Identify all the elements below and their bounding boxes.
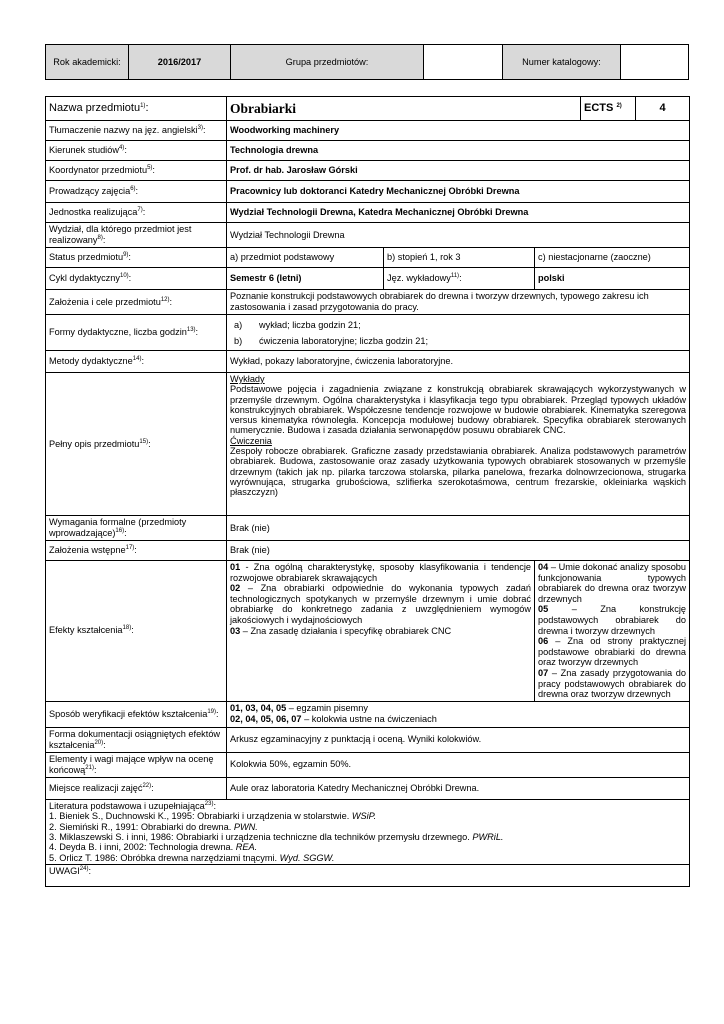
verification-line-2: 02, 04, 05, 06, 07 – kolokwia ustne na ćwiczeniach — [230, 714, 437, 725]
verification-value — [227, 701, 690, 727]
coordinator-label: Koordynator przedmiotu$^{5)}$: — [46, 161, 227, 181]
methods-value: Wykład, pokazy laboratoryjne, ćwiczenia laboratoryjne. — [227, 351, 690, 373]
outcomes-label: Efekty kształcenia$^{18)}$: — [46, 561, 227, 702]
translation-label: Tłumaczenie nazwy na jęz. angielski$^{3)}$: — [46, 121, 227, 141]
outcome-item: 03 – Zna zasadę działania i specyfikę obrabiarek CNC — [230, 625, 452, 636]
row-literature — [46, 799, 690, 864]
forms-item-a: a) wykład; liczba godzin 21; — [234, 320, 361, 330]
group-label: Grupa przedmiotów: — [231, 45, 424, 80]
lecturers-value: Pracownicy lub doktoranci Katedry Mechanicznej Obróbki Drewna — [227, 181, 690, 203]
year-value: 2016/2017 — [129, 45, 231, 80]
coordinator-value: Prof. dr hab. Jarosław Górski — [227, 161, 690, 181]
row-prereq — [46, 541, 690, 561]
language-value: polski — [535, 268, 690, 290]
year-label: Rok akademicki: — [46, 45, 129, 80]
name-label: Nazwa przedmiotu$^{1)}$: — [46, 97, 227, 121]
field-label: Kierunek studiów$^{4)}$: — [46, 141, 227, 161]
field-value: Technologia drewna — [227, 141, 690, 161]
description-value — [227, 373, 690, 516]
literature-heading: Literatura podstawowa i uzupełniająca$^{23)}$: — [49, 800, 217, 811]
row-methods — [46, 351, 690, 373]
course-title: Obrabiarki — [227, 97, 581, 121]
row-description — [46, 373, 690, 516]
notes-cell: UWAGI$^{24)}$: — [46, 865, 690, 887]
docs-label: Forma dokumentacji osiągniętych efektów kształcenia$^{20)}$: — [46, 727, 227, 752]
methods-label: Metody dydaktyczne$^{14)}$: — [46, 351, 227, 373]
goals-value: Poznanie konstrukcji podstawowych obrabiarek do drewna i tworzyw drzewnych, typowego zakresu ich zastosowania i zasad przygotowania do pracy. — [227, 290, 690, 315]
goals-label: Założenia i cele przedmiotu$^{12)}$: — [46, 290, 227, 315]
verification-line-1: 01, 03, 04, 05 – egzamin pisemny — [230, 703, 368, 714]
faculty-value: Wydział Technologii Drewna — [227, 223, 690, 248]
outcomes-left — [227, 561, 535, 702]
literature-item: 5. Orlicz T. 1986: Obróbka drewna narzędziami tnącymi. Wyd. SGGW. — [49, 852, 335, 863]
description-lecture-heading: Wykłady — [230, 374, 265, 384]
unit-value: Wydział Technologii Drewna, Katedra Mechanicznej Obróbki Drewna — [227, 203, 690, 223]
literature-item: 4. Deyda B. i inni, 2002: Technologia drewna. REA. — [49, 842, 258, 853]
catalog-value — [621, 45, 689, 80]
row-cycle — [46, 268, 690, 290]
weights-value: Kolokwia 50%, egzamin 50%. — [227, 752, 690, 777]
row-verification — [46, 701, 690, 727]
docs-value: Arkusz egzaminacyjny z punktacją i oceną. Wyniki kolokwiów. — [227, 727, 690, 752]
translation-value: Woodworking machinery — [227, 121, 690, 141]
row-field — [46, 141, 690, 161]
course-sheet-table — [45, 96, 690, 887]
outcome-item: 02 – Zna obrabiarki odpowiednie do wykonania typowych zadań technologicznych spotykanych w przemyśle drzewnym i umie dobrać obrabiarkę do konkretnego zadania z uwzględnieniem wymogów jakościowych i wydajnościowych — [230, 583, 531, 625]
description-lab-text: Zespoły robocze obrabiarek. Graficzne zasady przedstawiania obrabiarek. Analiza podstawowych parametrów obrabiarek. Budowa, zastosowanie oraz zasady użytkowania typowych obrabiarek stosowanych w przemyśle drzewnym (takich jak np. pilarka tarczowa stolarska, pilarka panelowa, frezarka dolnowrzecionowa, strugarka wyrównująca, strugarka grubościowa, szlifierka szerokotaśmowa, centrum frezarskie, okleiniarka wąskich płaszczyzn) — [230, 446, 687, 498]
lecturers-label: Prowadzący zajęcia$^{6)}$: — [46, 181, 227, 203]
status-c: c) niestacjonarne (zaoczne) — [535, 248, 690, 268]
description-lab-heading: Ćwiczenia — [230, 435, 272, 446]
row-translation — [46, 121, 690, 141]
place-label: Miejsce realizacji zajęć$^{22)}$: — [46, 777, 227, 799]
prereq-label: Założenia wstępne$^{17)}$: — [46, 541, 227, 561]
row-goals — [46, 290, 690, 315]
row-status — [46, 248, 690, 268]
literature-cell — [46, 799, 690, 864]
status-label: Status przedmiotu$^{9)}$: — [46, 248, 227, 268]
outcomes-right — [535, 561, 690, 702]
status-b: b) stopień 1, rok 3 — [384, 248, 535, 268]
unit-label: Jednostka realizująca$^{7)}$: — [46, 203, 227, 223]
ects-label: ECTS $^{2)}$ — [581, 97, 636, 121]
cycle-label: Cykl dydaktyczny$^{10)}$: — [46, 268, 227, 290]
description-lecture-text: Podstawowe pojęcia i zagadnienia związane z konstrukcją obrabiarek skrawających wykorzystywanych w przemyśle drzewnym. Ogólna charakterystyka i klasyfikacja tego typu obrabiarek. Przegląd typowych układów konstrukcyjnych obrabiarek. Współczesne tendencje rozwojowe w budowie obrabiarek. Kinematyka szeregowa versus kinematyka równoległa. Koncepcja modułowej budowy obrabiarek. Specyfika obrabiarek sterowanych numerycznie. Budowa i zasada działania serwonapędów posuwu obrabiarek CNC. — [230, 384, 687, 436]
outcome-item: 01 - Zna ogólną charakterystykę, sposoby klasyfikowania i tendencje rozwojowe obrabiarek skrawających — [230, 562, 531, 583]
row-faculty — [46, 223, 690, 248]
row-weights — [46, 752, 690, 777]
literature-item: 3. Miklaszewski S. i inni, 1986: Obrabiarki i urządzenia techniczne dla techników przemysłu drzewnego. PWRiL. — [49, 831, 504, 842]
row-notes — [46, 865, 690, 887]
catalog-label: Numer katalogowy: — [503, 45, 621, 80]
requirements-value: Brak (nie) — [227, 516, 690, 541]
row-course-name — [46, 97, 690, 121]
row-place — [46, 777, 690, 799]
outcome-item: 04 – Umie dokonać analizy sposobu funkcjonowania typowych obrabiarek do drewna oraz tworzyw drzewnych — [538, 562, 687, 604]
outcome-item: 05 – Zna konstrukcję podstawowych obrabiarek do drewna i tworzyw drzewnych — [538, 604, 687, 636]
outcome-item: 06 – Zna od strony praktycznej podstawowe obrabiarki do drewna oraz tworzyw drzewnych — [538, 636, 687, 668]
row-coordinator — [46, 161, 690, 181]
requirements-label: Wymagania formalne (przedmioty wprowadzające)$^{16)}$: — [46, 516, 227, 541]
literature-item: 1. Bieniek S., Duchnowski K., 1995: Obrabiarki i urządzenia w stolarstwie. WSiP. — [49, 811, 377, 822]
row-requirements — [46, 516, 690, 541]
forms-value — [227, 315, 690, 351]
row-unit — [46, 203, 690, 223]
forms-item-b: b) ćwiczenia laboratoryjne; liczba godzin 21; — [234, 336, 429, 346]
verification-label: Sposób weryfikacji efektów kształcenia$^{19)}$: — [46, 701, 227, 727]
status-a: a) przedmiot podstawowy — [227, 248, 384, 268]
faculty-label: Wydział, dla którego przedmiot jest realizowany$^{8)}$: — [46, 223, 227, 248]
ects-value: 4 — [636, 97, 690, 121]
group-value — [424, 45, 503, 80]
literature-item: 2. Siemiński R., 1991: Obrabiarki do drewna. PWN. — [49, 821, 258, 832]
prereq-value: Brak (nie) — [227, 541, 690, 561]
description-label: Pełny opis przedmiotu$^{15)}$: — [46, 373, 227, 516]
language-label: Jęz. wykładowy$^{11)}$: — [384, 268, 535, 290]
cycle-value: Semestr 6 (letni) — [227, 268, 384, 290]
row-forms — [46, 315, 690, 351]
forms-label: Formy dydaktyczne, liczba godzin$^{13)}$: — [46, 315, 227, 351]
row-docs — [46, 727, 690, 752]
outcome-item: 07 – Zna zasady przygotowania do pracy podstawowych obrabiarek do drewna oraz tworzyw drzewnych — [538, 667, 687, 700]
place-value: Aule oraz laboratoria Katedry Mechanicznej Obróbki Drewna. — [227, 777, 690, 799]
header-table — [45, 44, 689, 80]
row-outcomes — [46, 561, 690, 702]
weights-label: Elementy i wagi mające wpływ na ocenę końcową$^{21)}$: — [46, 752, 227, 777]
row-lecturers — [46, 181, 690, 203]
